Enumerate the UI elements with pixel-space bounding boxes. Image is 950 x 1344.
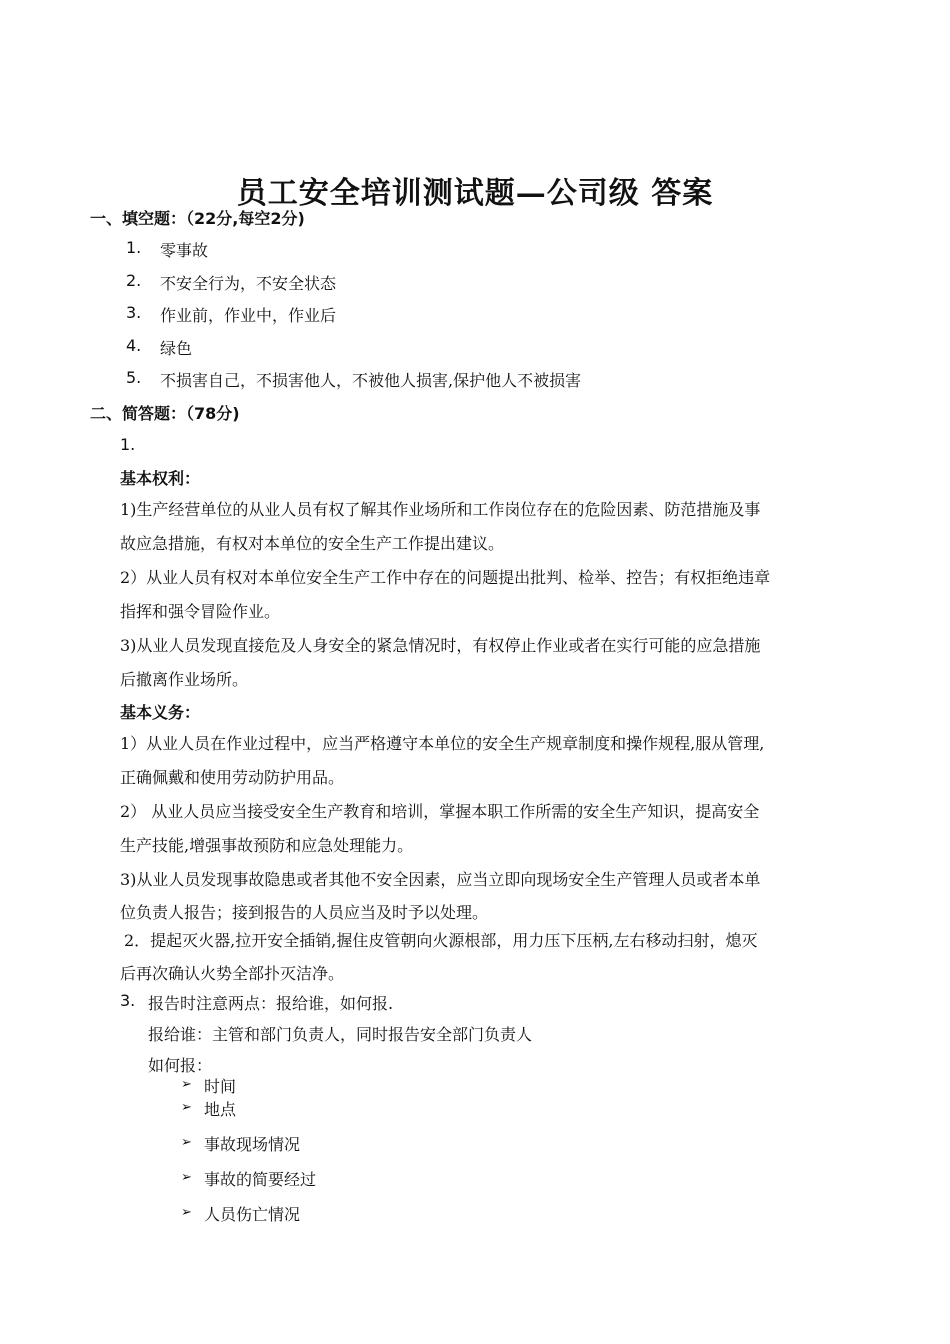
duties-item-1-line-1: 1）从业人员在作业过程中，应当严格遵守本单位的安全生产规章制度和操作规程,服从管理,: [120, 734, 765, 753]
list-item: 零事故: [160, 241, 209, 260]
duties-item-2-line-1: 2） 从业人员应当接受安全生产教育和培训，掌握本职工作所需的安全生产知识，提高安全: [120, 802, 760, 821]
list-item-number: 1.: [126, 238, 142, 257]
bullet-arrow-icon: ➢: [181, 1077, 192, 1092]
list-item: 绿色: [160, 339, 193, 358]
list-item: 时间: [204, 1077, 237, 1096]
rights-item-2-line-1: 2）从业人员有权对本单位安全生产工作中存在的问题提出批判、检举、控告；有权拒绝违章: [120, 568, 771, 587]
rights-heading: 基本权利：: [120, 469, 201, 488]
list-item-number: 3.: [126, 303, 142, 322]
list-item-number: 5.: [126, 368, 142, 387]
rights-item-3-line-1: 3)从业人员发现直接危及人身安全的紧急情况时，有权停止作业或者在实行可能的应急措施: [120, 636, 761, 655]
bullet-arrow-icon: ➢: [181, 1135, 192, 1150]
question-2-line-2: 后再次确认火势全部扑灭洁净。: [120, 964, 345, 983]
list-item-number: 2.: [126, 271, 142, 290]
duties-item-1-line-2: 正确佩戴和使用劳动防护用品。: [120, 768, 345, 787]
list-item: 人员伤亡情况: [204, 1205, 301, 1224]
report-to-line: 报给谁：主管和部门负责人，同时报告安全部门负责人: [148, 1025, 533, 1044]
list-item: 事故的简要经过: [204, 1170, 317, 1189]
page-title: 员工安全培训测试题—公司级 答案: [236, 176, 714, 211]
section-1-heading: 一、填空题：（22分,每空2分): [90, 209, 305, 228]
duties-item-2-line-2: 生产技能,增强事故预防和应急处理能力。: [120, 836, 414, 855]
list-item: 事故现场情况: [204, 1135, 301, 1154]
bullet-arrow-icon: ➢: [181, 1170, 192, 1185]
rights-item-1-line-1: 1)生产经营单位的从业人员有权了解其作业场所和工作岗位存在的危险因素、防范措施及事: [120, 500, 761, 519]
list-item-number: 4.: [126, 336, 142, 355]
question-3-number: 3.: [120, 991, 136, 1010]
question-3-text: 报告时注意两点：报给谁，如何报.: [148, 994, 394, 1013]
list-item: 不安全行为，不安全状态: [160, 274, 337, 293]
rights-item-1-line-2: 故应急措施，有权对本单位的安全生产工作提出建议。: [120, 534, 505, 553]
bullet-arrow-icon: ➢: [181, 1100, 192, 1115]
question-1-number: 1.: [120, 435, 136, 454]
duties-item-3-line-1: 3)从业人员发现事故隐患或者其他不安全因素，应当立即向现场安全生产管理人员或者本单: [120, 870, 761, 889]
list-item: 作业前，作业中，作业后: [160, 306, 337, 325]
list-item: 地点: [204, 1100, 237, 1119]
duties-heading: 基本义务：: [120, 703, 201, 722]
how-to-report-label: 如何报：: [148, 1056, 213, 1075]
duties-item-3-line-2: 位负责人报告；接到报告的人员应当及时予以处理。: [120, 903, 489, 922]
rights-item-2-line-2: 指挥和强令冒险作业。: [120, 602, 281, 621]
question-2-line-1: 2．提起灭火器,拉开安全插销,握住皮管朝向火源根部，用力压下压柄,左右移动扫射，熄灭: [124, 931, 758, 950]
bullet-arrow-icon: ➢: [181, 1205, 192, 1220]
rights-item-3-line-2: 后撤离作业场所。: [120, 670, 249, 689]
section-2-heading: 二、简答题：（78分): [90, 404, 240, 423]
list-item: 不损害自己，不损害他人，不被他人损害,保护他人不被损害: [160, 371, 582, 390]
